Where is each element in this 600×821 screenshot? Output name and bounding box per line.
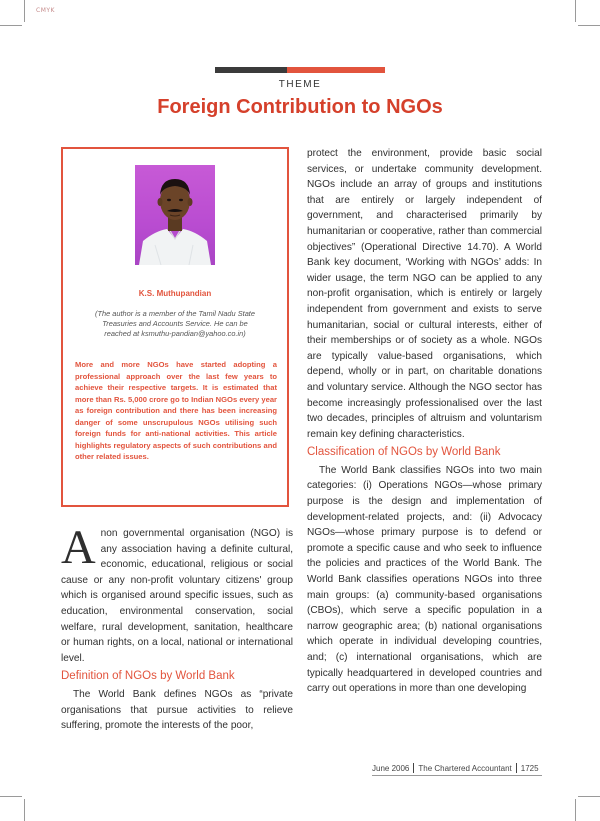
subheading-definition: Definition of NGOs by World Bank [61, 670, 235, 683]
theme-bar-dark [215, 67, 287, 73]
author-photo [135, 165, 215, 265]
classification-paragraph: The World Bank classifies NGOs into two main categories: (i) Operations NGOs—whose primary purpose is the design and implementation of development-related projects, and: (ii) Advocacy NGOs—whose primary purpose is to defend or promote a specific cause and who seek to influence the policies and practices of the World Bank. The World Bank classifies operations NGOs into three main groups: (a) community-based organisations (CBOs), which serve a specific population in a narrow geographic area; (b) national organisations which operate in individual developing countries, and; (c) international organisations, which are typically headquartered in developed countries and carry out operations in more than one developing [307, 464, 542, 695]
crop-mark [578, 796, 600, 797]
crop-mark [575, 0, 576, 22]
crop-mark [0, 25, 22, 26]
theme-bar-accent [287, 67, 385, 73]
page-title: Foreign Contribution to NGOs [157, 96, 443, 118]
portrait-illustration [135, 165, 215, 265]
author-name: K.S. Muthupandian [138, 289, 212, 298]
crop-mark [24, 799, 25, 821]
footer-rule [372, 775, 542, 776]
crop-mark [0, 796, 22, 797]
author-note: (The author is a member of the Tamil Nadu State Treasuries and Accounts Service. He can be reached at ksmuthu-pandian@yahoo.co.in) [95, 309, 255, 338]
definition-paragraph-start: The World Bank defines NGOs as “private organisations that pursue activities to relieve suffering, promote the interests of the poor, [61, 688, 293, 732]
drop-cap: A [61, 521, 96, 574]
article-column-right [307, 146, 542, 697]
print-mark: CMYK [36, 7, 55, 14]
subheading-classification: Classification of NGOs by World Bank [307, 446, 501, 459]
page-footer [372, 763, 539, 773]
crop-mark [578, 25, 600, 26]
section-label: THEME [278, 79, 322, 90]
crop-mark [575, 799, 576, 821]
footer-journal: The Chartered Accountant [418, 764, 512, 773]
intro-paragraph: non governmental organisation (NGO) is any association having a definite cultural, economic, educational, religious or social cause or any non-profit voluntary citizens' group which is organised around specific issues, such as education, environmental conservation, social welfare, rural development, sanitation, healthcare or human rights, on a local, national or international level. [61, 528, 293, 664]
author-box [61, 147, 289, 507]
crop-mark [24, 0, 25, 22]
article-column-left [61, 521, 293, 734]
article-abstract: More and more NGOs have started adopting a professional approach over the last few years to achieve their respective targets. It is estimated that more than Rs. 5,000 crore go to Indian NGOs every year as foreign contribution and there has been increasing danger of some unscrupulous NGOs utilising such foreign funds for anti-national activities. This article highlights regulatory aspects of such contributions and other related issues. [75, 360, 277, 461]
definition-paragraph-cont: protect the environment, provide basic social services, or undertake community development. NGOs include an array of groups and institutions that are entirely or largely independent of government, and characterised primarily by humanitarian or cooperative, rather than commercial objectives” (Operational Directive 14.70). A World Bank key document, ‘Working with NGOs’ adds: In wider usage, the term NGO can be applied to any non-profit organisation, which is entirely or largely independent from government and exists to serve humanitarian, social or cultural interests, either of their memberships or of society as a whole. NGOs are typically value-based organisations, which depend, wholly or in part, on charitable donations and voluntary service. Although the NGO sector has become increasingly professionalised over the last two decades, principles of altruism and voluntarism remain key defining characteristics. [307, 148, 542, 440]
footer-date: June 2006 [372, 764, 410, 773]
page-number: 1725 [520, 764, 539, 773]
